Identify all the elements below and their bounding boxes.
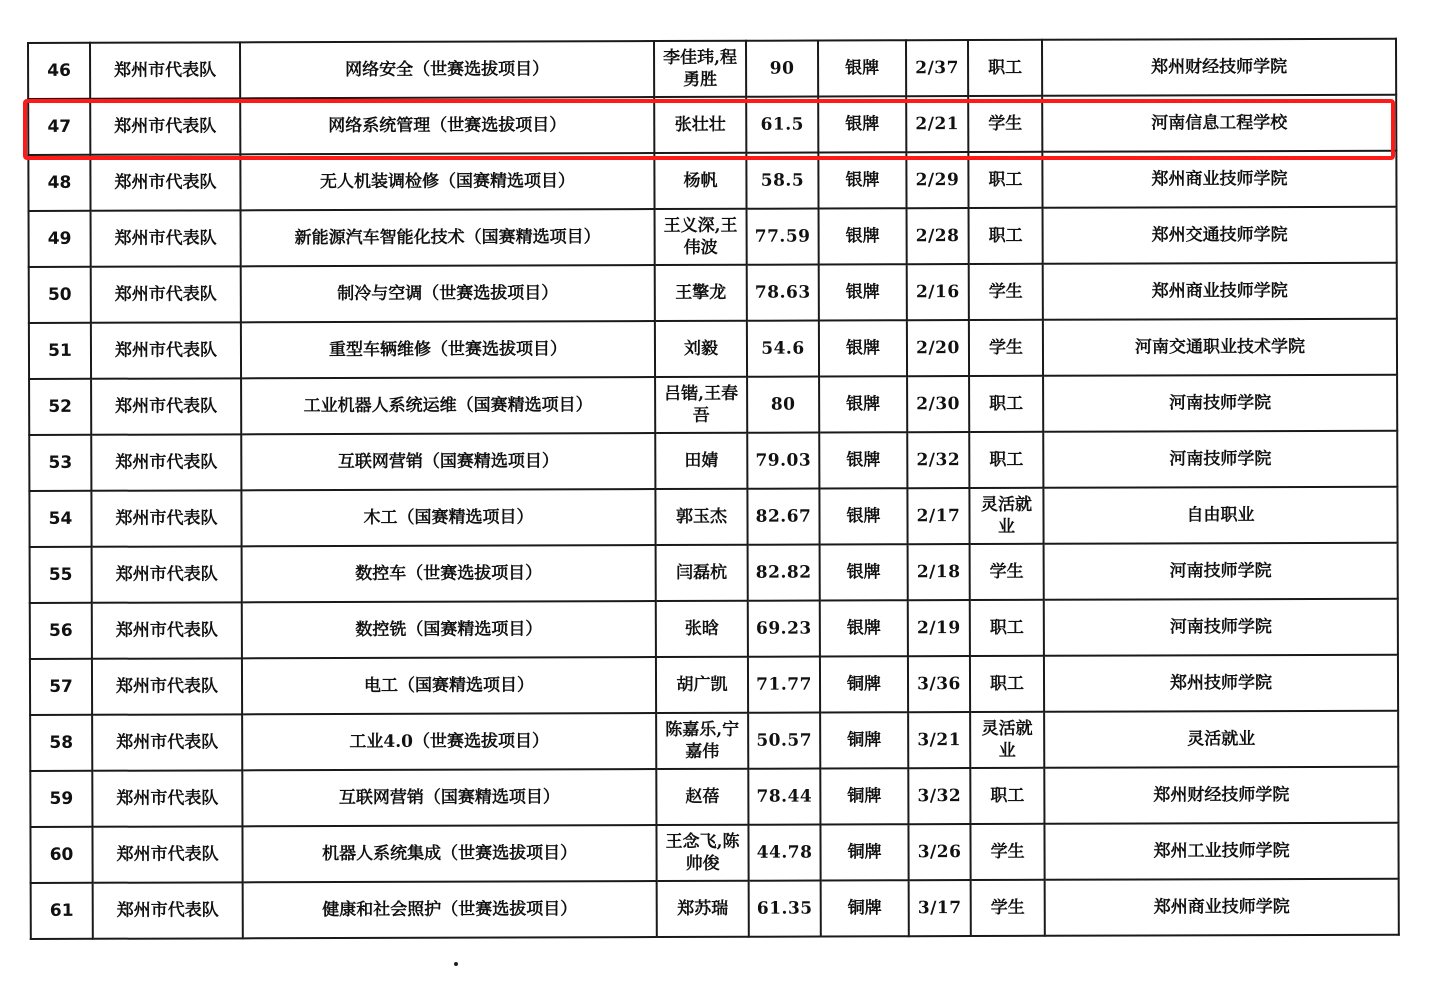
identity-cell: 职工 [970,656,1044,712]
row-number-cell: 58 [30,715,92,771]
project-cell: 木工（国赛精选项目） [241,489,655,546]
row-number-cell: 46 [28,43,90,99]
team-cell: 郑州市代表队 [91,434,241,490]
project-cell: 网络安全（世赛选拔项目） [240,41,654,98]
identity-cell: 学生 [969,264,1043,320]
rank-cell: 3/36 [908,656,970,712]
row-number-cell: 50 [29,267,91,323]
team-cell: 郑州市代表队 [91,210,241,266]
team-cell: 郑州市代表队 [92,770,242,826]
unit-cell: 河南技师学院 [1044,543,1398,600]
unit-cell: 河南技师学院 [1043,375,1397,432]
identity-cell: 学生 [970,544,1044,600]
contestant-name-cell: 王义深,王伟波 [655,209,747,265]
team-cell: 郑州市代表队 [92,714,242,770]
unit-cell: 灵活就业 [1044,711,1398,768]
medal-cell: 银牌 [819,432,907,488]
table-row [30,655,1398,715]
medal-cell: 银牌 [820,600,908,656]
team-cell: 郑州市代表队 [91,490,241,546]
row-number-cell: 59 [30,771,92,827]
project-cell: 网络系统管理（世赛选拔项目） [240,97,654,154]
score-cell: 90 [746,41,818,97]
project-cell: 互联网营销（国赛精选项目） [241,433,655,490]
unit-cell: 郑州财经技师学院 [1044,767,1398,824]
project-cell: 无人机装调检修（国赛精选项目） [240,153,654,210]
contestant-name-cell: 赵蓓 [656,769,748,825]
row-number-cell: 47 [28,99,90,155]
unit-cell: 郑州商业技师学院 [1043,263,1397,320]
unit-cell: 郑州商业技师学院 [1042,151,1396,208]
rank-cell: 2/16 [907,264,969,320]
identity-cell: 职工 [969,376,1043,432]
row-number-cell: 52 [29,379,91,435]
contestant-name-cell: 胡广凯 [656,657,748,713]
table-row [30,599,1398,659]
row-number-cell: 55 [30,547,92,603]
row-number-cell: 54 [29,491,91,547]
unit-cell: 郑州商业技师学院 [1045,879,1399,936]
score-cell: 78.44 [748,769,820,825]
table-row [29,375,1397,435]
rank-cell: 2/37 [906,40,968,96]
identity-cell: 职工 [968,40,1042,96]
unit-cell: 郑州技师学院 [1044,655,1398,712]
table-row [29,319,1397,379]
rank-cell: 3/26 [908,824,970,880]
rank-cell: 2/20 [907,320,969,376]
row-number-cell: 48 [28,155,90,211]
medal-cell: 银牌 [819,320,907,376]
contestant-name-cell: 郭玉杰 [655,489,747,545]
rank-cell: 2/29 [906,152,968,208]
unit-cell: 自由职业 [1043,487,1397,544]
identity-cell: 学生 [971,880,1045,936]
score-cell: 50.57 [748,713,820,769]
score-cell: 61.35 [749,881,821,937]
score-cell: 71.77 [748,657,820,713]
rank-cell: 3/32 [908,768,970,824]
medal-cell: 银牌 [819,208,907,264]
table-row [28,95,1396,155]
table-row [28,39,1396,99]
contestant-name-cell: 吕锴,王春吾 [655,377,747,433]
unit-cell: 河南技师学院 [1043,431,1397,488]
unit-cell: 河南交通职业技术学院 [1043,319,1397,376]
contestant-name-cell: 杨帆 [654,153,746,209]
rank-cell: 2/30 [907,376,969,432]
medal-cell: 铜牌 [820,768,908,824]
identity-cell: 灵活就业 [969,488,1043,544]
table-row [29,207,1397,267]
rank-cell: 2/19 [908,600,970,656]
score-cell: 82.82 [748,545,820,601]
table-row [30,823,1398,883]
score-cell: 44.78 [748,825,820,881]
score-cell: 77.59 [747,209,819,265]
table-row [29,431,1397,491]
medal-cell: 银牌 [819,376,907,432]
rank-cell: 3/21 [908,712,970,768]
medal-cell: 银牌 [820,544,908,600]
team-cell: 郑州市代表队 [90,154,240,210]
team-cell: 郑州市代表队 [92,602,242,658]
team-cell: 郑州市代表队 [91,266,241,322]
contestant-name-cell: 王念飞,陈帅俊 [656,825,748,881]
unit-cell: 河南信息工程学校 [1042,95,1396,152]
project-cell: 电工（国赛精选项目） [242,657,656,714]
identity-cell: 灵活就业 [970,712,1044,768]
unit-cell: 郑州财经技师学院 [1042,39,1396,96]
team-cell: 郑州市代表队 [91,378,241,434]
team-cell: 郑州市代表队 [90,98,240,154]
row-number-cell: 51 [29,323,91,379]
medal-cell: 铜牌 [821,880,909,936]
results-table [27,38,1400,940]
project-cell: 机器人系统集成（世赛选拔项目） [242,825,656,882]
contestant-name-cell: 张晗 [656,601,748,657]
table-row [30,767,1398,827]
identity-cell: 职工 [969,432,1043,488]
rank-cell: 2/28 [907,208,969,264]
unit-cell: 郑州工业技师学院 [1044,823,1398,880]
identity-cell: 职工 [970,600,1044,656]
table-row [29,487,1397,547]
project-cell: 数控车（世赛选拔项目） [242,545,656,602]
table-row [30,543,1398,603]
contestant-name-cell: 陈嘉乐,宁嘉伟 [656,713,748,769]
medal-cell: 银牌 [819,264,907,320]
team-cell: 郑州市代表队 [90,42,240,98]
identity-cell: 职工 [969,208,1043,264]
project-cell: 互联网营销（国赛精选项目） [242,769,656,826]
contestant-name-cell: 郑苏瑞 [657,881,749,937]
project-cell: 数控铣（国赛精选项目） [242,601,656,658]
identity-cell: 职工 [970,768,1044,824]
contestant-name-cell: 李佳玮,程勇胜 [654,41,746,97]
contestant-name-cell: 田婧 [655,433,747,489]
medal-cell: 银牌 [818,96,906,152]
project-cell: 重型车辆维修（世赛选拔项目） [241,321,655,378]
medal-cell: 铜牌 [820,656,908,712]
medal-cell: 铜牌 [820,824,908,880]
table-row [29,263,1397,323]
medal-cell: 银牌 [818,40,906,96]
contestant-name-cell: 王擎龙 [655,265,747,321]
project-cell: 健康和社会照护（世赛选拔项目） [243,881,657,938]
row-number-cell: 49 [29,211,91,267]
project-cell: 工业4.0（世赛选拔项目） [242,713,656,770]
results-table-body [28,39,1399,939]
score-cell: 82.67 [747,489,819,545]
team-cell: 郑州市代表队 [92,658,242,714]
row-number-cell: 56 [30,603,92,659]
scan-speck [454,962,458,966]
identity-cell: 学生 [969,320,1043,376]
contestant-name-cell: 张壮壮 [654,97,746,153]
row-number-cell: 60 [30,827,92,883]
score-cell: 69.23 [748,601,820,657]
unit-cell: 郑州交通技师学院 [1043,207,1397,264]
row-number-cell: 53 [29,435,91,491]
table-row [28,151,1396,211]
identity-cell: 职工 [968,152,1042,208]
table-row [31,879,1399,939]
row-number-cell: 57 [30,659,92,715]
rank-cell: 3/17 [909,880,971,936]
row-number-cell: 61 [31,883,93,939]
team-cell: 郑州市代表队 [93,882,243,938]
score-cell: 80 [747,377,819,433]
project-cell: 新能源汽车智能化技术（国赛精选项目） [241,209,655,266]
score-cell: 58.5 [746,153,818,209]
rank-cell: 2/18 [908,544,970,600]
team-cell: 郑州市代表队 [91,322,241,378]
score-cell: 54.6 [747,321,819,377]
team-cell: 郑州市代表队 [92,826,242,882]
team-cell: 郑州市代表队 [92,546,242,602]
score-cell: 79.03 [747,433,819,489]
rank-cell: 2/21 [906,96,968,152]
contestant-name-cell: 刘毅 [655,321,747,377]
medal-cell: 铜牌 [820,712,908,768]
medal-cell: 银牌 [818,152,906,208]
score-cell: 78.63 [747,265,819,321]
project-cell: 制冷与空调（世赛选拔项目） [241,265,655,322]
unit-cell: 河南技师学院 [1044,599,1398,656]
identity-cell: 学生 [968,96,1042,152]
project-cell: 工业机器人系统运维（国赛精选项目） [241,377,655,434]
score-cell: 61.5 [746,97,818,153]
contestant-name-cell: 闫磊杭 [656,545,748,601]
identity-cell: 学生 [970,824,1044,880]
table-row [30,711,1398,771]
medal-cell: 银牌 [819,488,907,544]
rank-cell: 2/32 [907,432,969,488]
rank-cell: 2/17 [907,488,969,544]
